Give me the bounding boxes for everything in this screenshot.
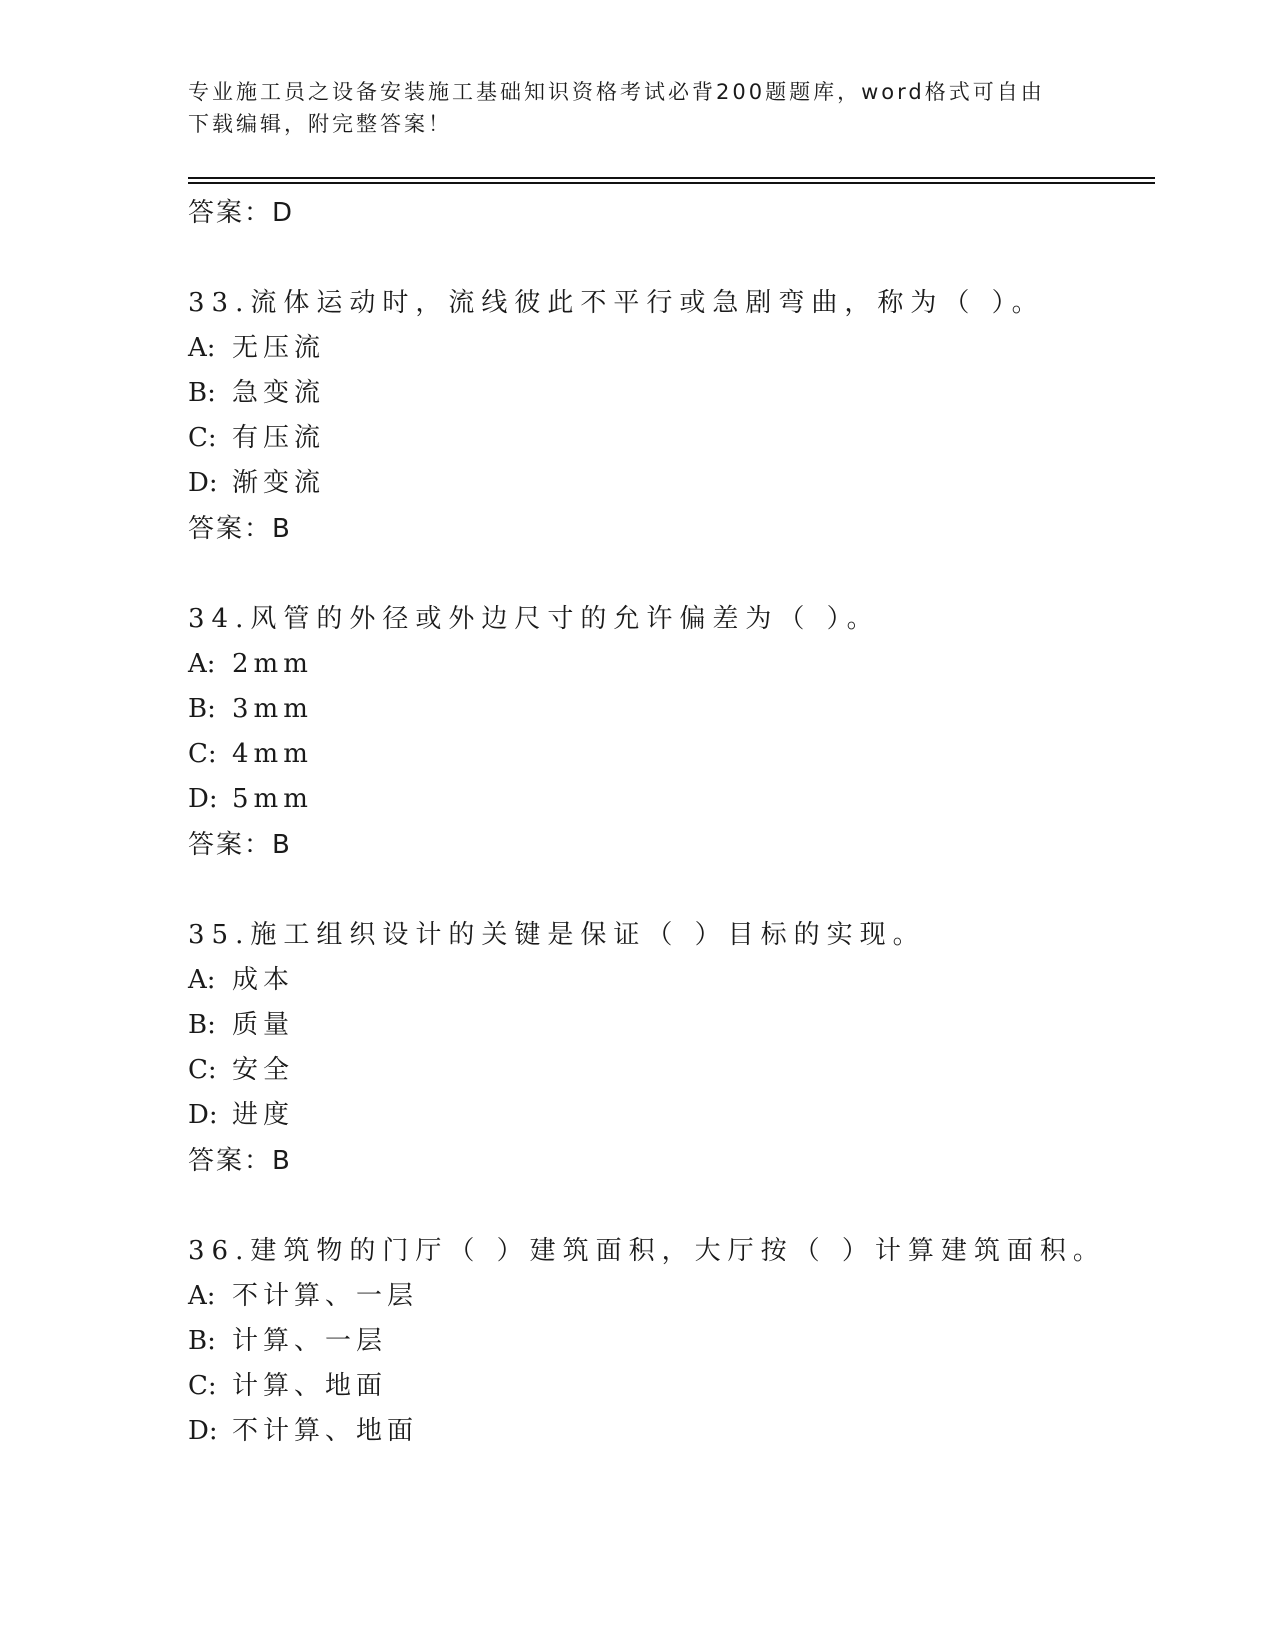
option-text: 成本 [232,965,295,995]
option-key: C: [188,739,217,769]
option-key: B: [188,378,216,408]
option-text: 无压流 [232,333,326,363]
option-text: 急变流 [232,378,326,408]
option-c [188,732,1148,777]
option-key: A: [188,1281,216,1311]
header-rule-bottom [188,182,1155,184]
option-key: D: [188,1416,218,1446]
answer-previous: 答案：D [188,198,295,228]
spacer [188,236,1148,280]
option-a [188,326,1148,371]
question-block [188,912,1148,1184]
option-d [188,1093,1148,1138]
option-a [188,958,1148,1003]
option-c [188,1048,1148,1093]
option-key: C: [188,423,217,453]
option-d [188,777,1148,822]
option-text: 4mm [232,739,313,769]
spacer [188,1184,1148,1228]
option-key: B: [188,1326,216,1356]
option-text: 2mm [232,649,313,679]
question-answer: 答案：B [188,514,292,544]
question-block [188,1228,1148,1454]
option-key: D: [188,784,218,814]
question-text: 34.风管的外径或外边尺寸的允许偏差为（ ）。 [188,604,880,634]
option-text: 有压流 [232,423,326,453]
option-text: 3mm [232,694,313,724]
question-block [188,280,1148,552]
option-c [188,416,1148,461]
option-key: D: [188,1100,218,1130]
header-title-line-1: 专业施工员之设备安装施工基础知识资格考试必背200题题库，word格式可自由 [188,80,1045,104]
option-text: 不计算、地面 [232,1416,419,1446]
header-rule-top [188,177,1155,179]
question-text: 36.建筑物的门厅（ ）建筑面积，大厅按（ ）计算建筑面积。 [188,1236,1106,1266]
spacer [188,552,1148,596]
option-b [188,687,1148,732]
question-answer: 答案：B [188,830,292,860]
question-block [188,596,1148,868]
option-text: 计算、地面 [232,1371,388,1401]
option-key: A: [188,965,216,995]
header-title-line-2: 下载编辑，附完整答案！ [188,112,452,136]
option-key: B: [188,694,216,724]
option-text: 进度 [232,1100,295,1130]
option-key: D: [188,468,218,498]
option-key: C: [188,1371,217,1401]
option-key: C: [188,1055,217,1085]
question-list [188,190,1148,1454]
option-b [188,1319,1148,1364]
option-key: A: [188,649,216,679]
document-header [188,76,1088,140]
spacer [188,868,1148,912]
question-text: 35.施工组织设计的关键是保证（ ）目标的实现。 [188,920,926,950]
option-text: 质量 [232,1010,295,1040]
option-text: 安全 [232,1055,295,1085]
option-a [188,1274,1148,1319]
option-text: 计算、一层 [232,1326,388,1356]
option-key: A: [188,333,216,363]
option-d [188,1409,1148,1454]
option-key: B: [188,1010,216,1040]
option-b [188,371,1148,416]
question-text: 33.流体运动时，流线彼此不平行或急剧弯曲，称为（ ）。 [188,288,1045,318]
option-c [188,1364,1148,1409]
option-text: 渐变流 [232,468,326,498]
option-d [188,461,1148,506]
option-text: 不计算、一层 [232,1281,419,1311]
question-answer: 答案：B [188,1146,292,1176]
option-text: 5mm [232,784,313,814]
option-b [188,1003,1148,1048]
option-a [188,642,1148,687]
